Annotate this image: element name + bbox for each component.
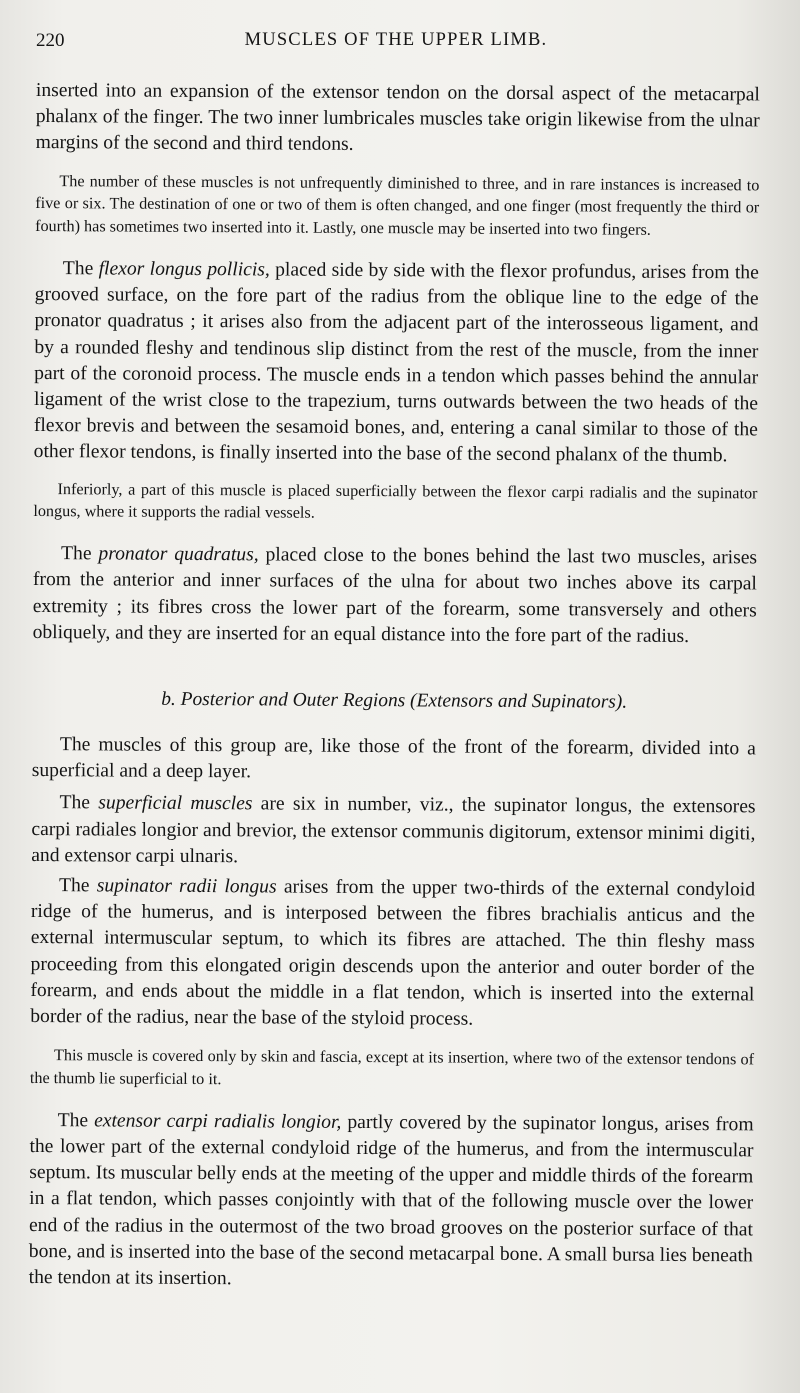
- section-heading: [32, 686, 756, 716]
- text: are six in number, viz., the supinator longus, the extensores carpi radiales longior and brevior, the extensor communis digitorum, extensor minimi digiti, and extensor carpi ulnaris.: [31, 793, 756, 868]
- text: The: [62, 258, 99, 280]
- note-flexor-longus-pollicis: Inferiorly, a part of this muscle is placed superficially between the flexor carpi radialis and the supinator longus, where it supports the radial vessels.: [33, 479, 758, 523]
- page-number: 220: [36, 30, 65, 51]
- heading-letter: b.: [161, 688, 176, 710]
- paragraph-supinator-radii-longus: [30, 873, 755, 1035]
- paragraph-lumbricales-end: inserted into an expansion of the extensor tendon on the dorsal aspect of the metacarpal phalanx of the finger. The two inner lumbricales muscles take origin likewise from the ulnar margins of the second and third tendons.: [35, 79, 760, 156]
- term-supinator-radii-longus: supinator radii longus: [96, 875, 277, 898]
- note-lumbricales-variations: The number of these muscles is not unfrequently diminished to three, and in rare instances is increased to five or six. The destination of one or two of them is often changed, and one finger (most frequently the third or fourth) has sometimes two inserted into it. Lastly, one muscle may be inserted into two fingers.: [35, 171, 760, 239]
- paragraph-superficial-muscles: [31, 790, 755, 873]
- note-supinator: This muscle is covered only by skin and fascia, except at its insertion, where two of the extensor tendons of the thumb lie superficial to it.: [29, 1046, 755, 1089]
- text: arises from the upper two-thirds of the external condyloid ridge of the humerus, and is interposed between the fibres brachialis anticus and the external intermuscular septum, to which its fibres are attached. The thin fleshy mass proceeding from this elongated origin descends upon the anterior and outer border of the forearm, and ends about the middle in a flat tendon, which is inserted into the external border of the radius, near the base of the styloid process.: [30, 876, 756, 1030]
- text: partly covered by the supinator longus, arises from the lower part of the external condyloid ridge of the humerus, and from the intermuscular septum. Its muscular belly ends at the meeting of the upper and middle thirds of the forearm in a flat tendon, which passes conjointly with that of the following muscle over the lower end of the radius in the outermost of the two broad grooves on the posterior surface of that bone, and is inserted into the base of the second metacarpal bone. A small bursa lies beneath the tendon at its insertion.: [28, 1111, 754, 1290]
- text: The: [61, 543, 99, 565]
- page-header: [36, 30, 756, 60]
- page-body: [29, 78, 760, 1296]
- term-superficial-muscles: superficial muscles: [98, 792, 253, 815]
- text: placed side by side with the flexor profundus, arises from the grooved surface, on the fore part of the radius from the oblique line to the edge of the pronator quadratus ; it arises also from the adjacent part of the interosseous ligament, and by a rounded fleshy and tendinous slip distinct from the rest of the muscle, from the inner part of the coronoid process. The muscle ends in a tendon which passes behind the annular ligament of the wrist close to the trapezium, turns outwards between the two heads of the flexor brevis and between the sesamoid bones, and, entering a canal similar to those of the other flexor tendons, is finally inserted into the base of the second phalanx of the thumb.: [33, 259, 759, 467]
- text: The: [57, 1110, 95, 1132]
- text: The: [59, 875, 97, 897]
- text: placed close to the bones behind the last two muscles, arises from the anterior and inner surfaces of the ulna for about two inches above its carpal extremity ; its fibres cross the lower part of the forearm, some transversely and others obliquely, and they are inserted for an equal distance into the fore part of the radius.: [32, 544, 758, 647]
- text: The: [59, 792, 99, 814]
- running-title: MUSCLES OF THE UPPER LIMB.: [244, 30, 548, 50]
- heading-text: Posterior and Outer Regions (Extensors and Supinators).: [180, 688, 628, 713]
- term-flexor-longus-pollicis: flexor longus pollicis,: [98, 258, 270, 281]
- paragraph-extensor-carpi-radialis-longior: [29, 1108, 754, 1296]
- paragraph-posterior-group: The muscles of this group are, like those of the front of the forearm, divided into a superficial and a deep layer.: [31, 734, 756, 783]
- paragraph-flexor-longus-pollicis: [34, 256, 759, 470]
- term-extensor-carpi-radialis-longior: extensor carpi radialis longior,: [94, 1110, 342, 1133]
- term-pronator-quadratus: pronator quadratus,: [98, 543, 259, 566]
- paragraph-pronator-quadratus: [33, 541, 758, 650]
